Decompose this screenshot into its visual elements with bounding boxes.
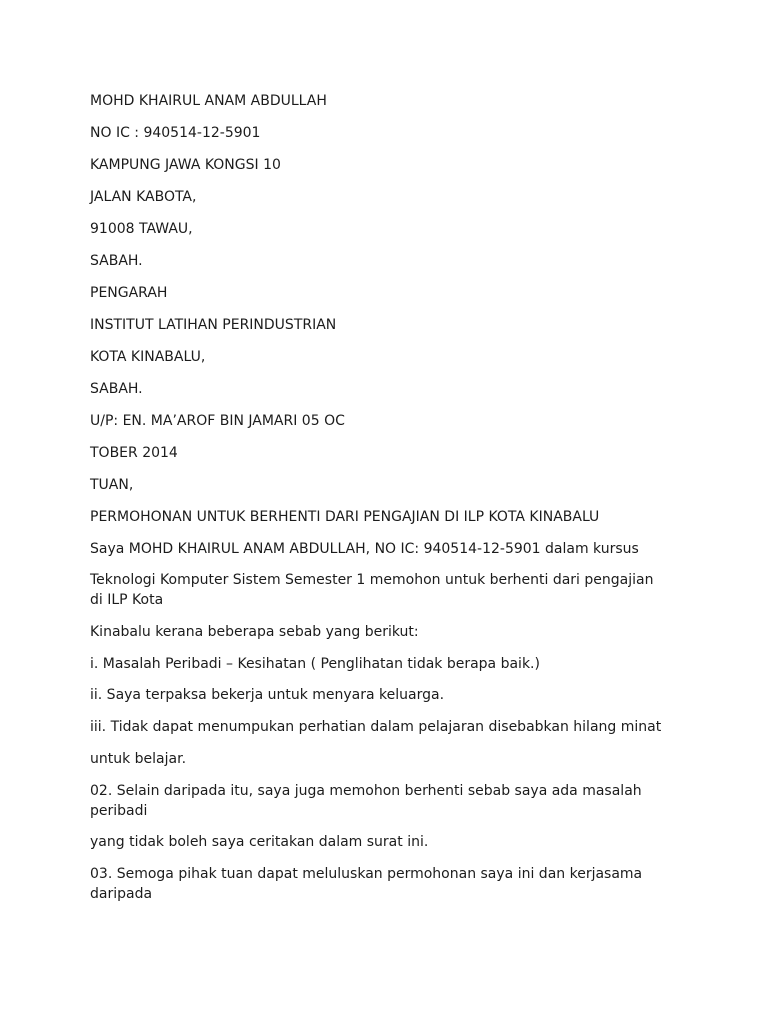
body-paragraph: yang tidak boleh saya ceritakan dalam surat ini. (90, 834, 429, 850)
sender-address-line-4: SABAH. (90, 253, 143, 269)
attention-line: U/P: EN. MA’AROF BIN JAMARI 05 OC (90, 413, 345, 429)
recipient-address-line-2: SABAH. (90, 381, 143, 397)
sender-address-line-3: 91008 TAWAU, (90, 221, 193, 237)
body-paragraph: 03. Semoga pihak tuan dapat meluluskan permohonan saya ini dan kerjasama daripada (90, 866, 643, 902)
sender-address-line-1: KAMPUNG JAWA KONGSI 10 (90, 157, 281, 173)
sender-name: MOHD KHAIRUL ANAM ABDULLAH (90, 93, 327, 109)
reason-item: i. Masalah Peribadi – Kesihatan ( Penglihatan tidak berapa baik.) (90, 656, 540, 672)
recipient-address-line-1: KOTA KINABALU, (90, 349, 206, 365)
reason-item: iii. Tidak dapat menumpukan perhatian dalam pelajaran disebabkan hilang minat (90, 719, 662, 735)
letter-subject: PERMOHONAN UNTUK BERHENTI DARI PENGAJIAN DI ILP KOTA KINABALU (90, 509, 600, 525)
body-paragraph: Saya MOHD KHAIRUL ANAM ABDULLAH, NO IC: 940514-12-5901 dalam kursus (90, 541, 639, 557)
body-paragraph: Teknologi Komputer Sistem Semester 1 memohon untuk berhenti dari pengajian di ILP Kota (90, 572, 654, 608)
sender-ic-number: NO IC : 940514-12-5901 (90, 125, 261, 141)
body-paragraph: Kinabalu kerana beberapa sebab yang berikut: (90, 624, 419, 640)
recipient-title: PENGARAH (90, 285, 168, 301)
salutation: TUAN, (90, 477, 134, 493)
recipient-institution: INSTITUT LATIHAN PERINDUSTRIAN (90, 317, 337, 333)
date-line: TOBER 2014 (90, 445, 178, 461)
body-paragraph: 02. Selain daripada itu, saya juga memohon berhenti sebab saya ada masalah peribadi (90, 783, 642, 819)
sender-address-line-2: JALAN KABOTA, (90, 189, 197, 205)
reason-item: ii. Saya terpaksa bekerja untuk menyara keluarga. (90, 687, 445, 703)
body-paragraph: untuk belajar. (90, 751, 187, 767)
